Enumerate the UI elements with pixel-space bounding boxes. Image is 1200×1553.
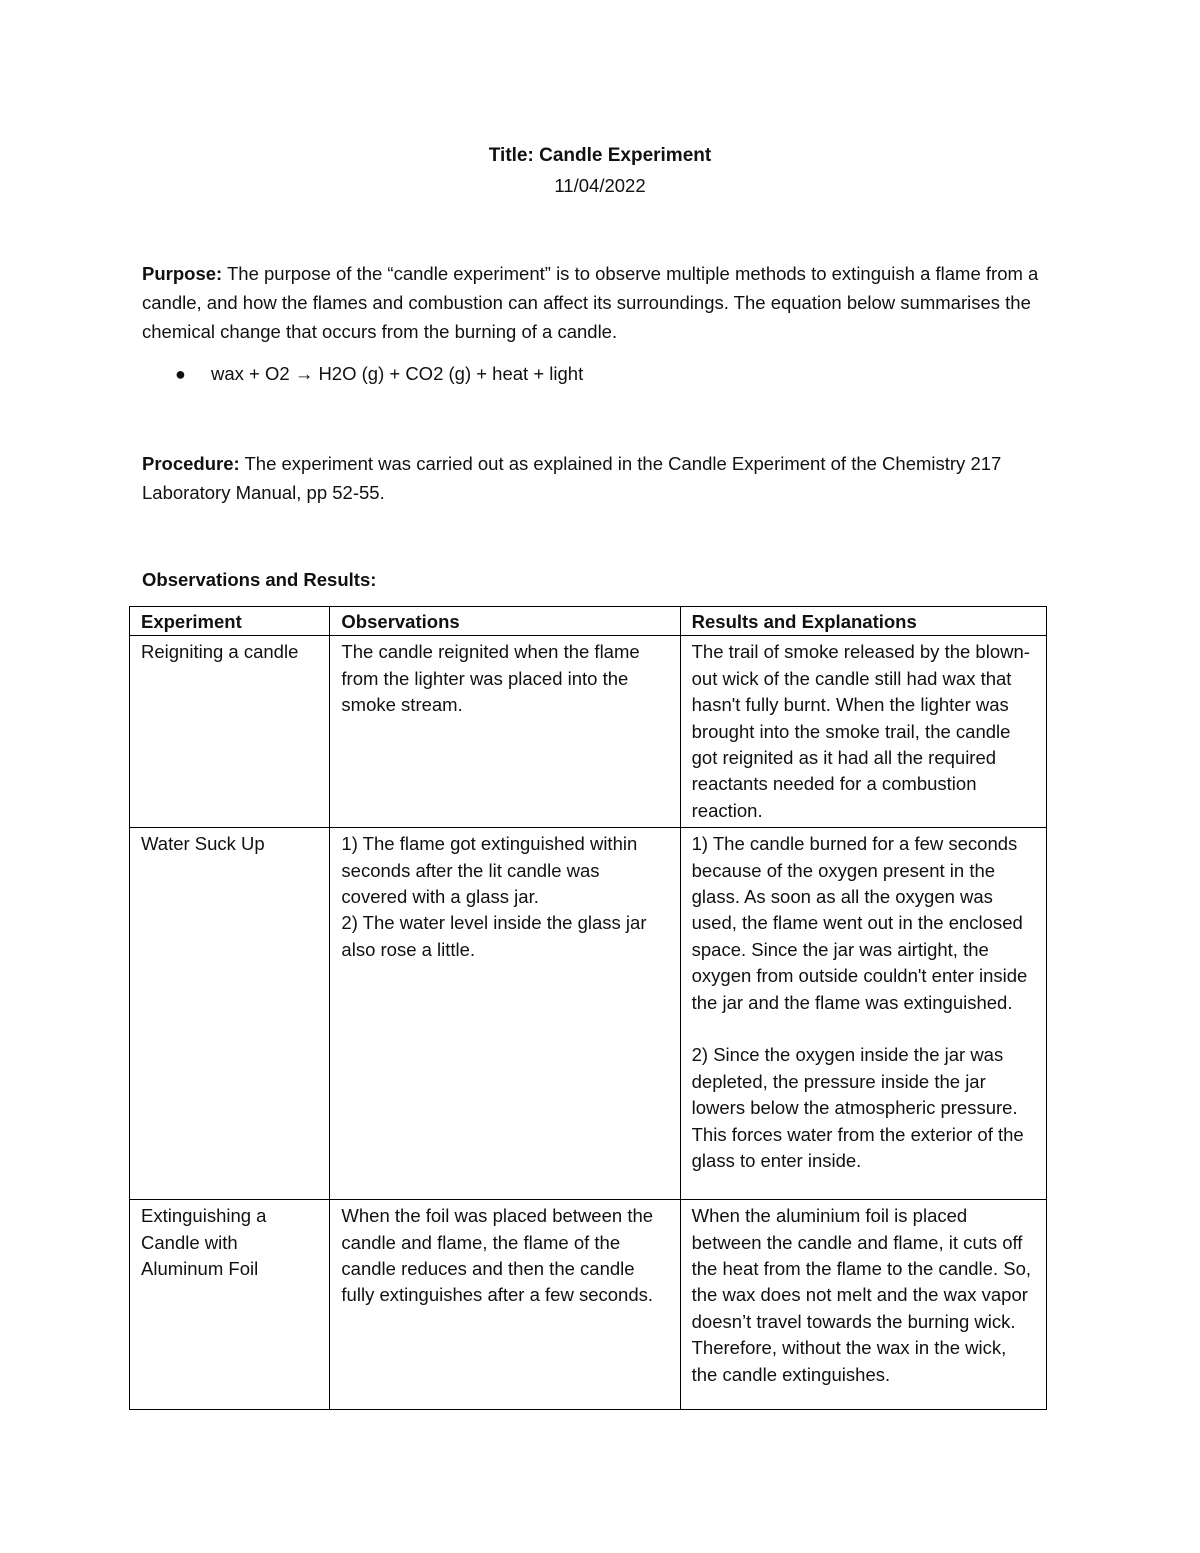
header-observations: Observations <box>330 607 680 636</box>
procedure-label: Procedure: <box>142 453 240 474</box>
experiment-cell: Reigniting a candle <box>130 636 330 828</box>
title-block <box>0 143 1200 199</box>
observation-cell <box>330 828 680 1200</box>
purpose-label: Purpose: <box>142 263 223 284</box>
results-table <box>129 606 1047 1410</box>
header-results: Results and Explanations <box>680 607 1046 636</box>
paragraph-spacer <box>692 1016 1035 1042</box>
purpose-text: The purpose of the “candle experiment” is to observe multiple methods to extinguish a flame from a candle, and how the flames and combustion can affect its surroundings. The equation below summarises the chemical change that occurs from the burning of a candle. <box>142 263 1039 342</box>
document-date: 11/04/2022 <box>554 175 646 196</box>
result-cell <box>680 828 1046 1200</box>
bullet-icon: ● <box>175 364 186 384</box>
procedure-text: The experiment was carried out as explained in the Candle Experiment of the Chemistry 217 Laboratory Manual, pp 52-55. <box>142 453 1002 503</box>
experiment-cell: Extinguishing a Candle with Aluminum Foil <box>130 1200 330 1410</box>
observation-cell: The candle reignited when the flame from the lighter was placed into the smoke stream. <box>330 636 680 828</box>
purpose-paragraph <box>142 259 1062 346</box>
result-item-1: 1) The candle burned for a few seconds because of the oxygen present in the glass. As soon as all the oxygen was used, the flame went out in the enclosed space. Since the jar was airtight, the oxygen from outside couldn't enter inside the jar and the flame was extinguished. <box>691 833 1028 1013</box>
result-item-2: 2) Since the oxygen inside the jar was depleted, the pressure inside the jar lowers below the atmospheric pressure. This forces water from the exterior of the glass to enter inside. <box>691 1044 1024 1172</box>
result-cell: The trail of smoke released by the blown-out wick of the candle still had wax that hasn't fully burnt. When the lighter was brought into the smoke trail, the candle got reignited as it had all the required reactants needed for a combustion reaction. <box>680 636 1046 828</box>
header-experiment: Experiment <box>130 607 330 636</box>
table-header-row <box>130 607 1047 636</box>
observations-heading: Observations and Results: <box>142 569 377 590</box>
observation-cell: When the foil was placed between the candle and flame, the flame of the candle reduces and then the candle fully extinguishes after a few seconds. <box>330 1200 680 1410</box>
table-row <box>130 828 1047 1200</box>
procedure-paragraph <box>142 449 1062 507</box>
table-row <box>130 636 1047 828</box>
equation-bullet <box>175 360 583 388</box>
equation-text: wax + O2 → H2O (g) + CO2 (g) + heat + light <box>211 363 584 384</box>
experiment-cell: Water Suck Up <box>130 828 330 1200</box>
observation-item-1: 1) The flame got extinguished within seconds after the lit candle was covered with a glass jar. <box>341 833 638 908</box>
table-row <box>130 1200 1047 1410</box>
result-cell: When the aluminium foil is placed between the candle and flame, it cuts off the heat from the flame to the candle. So, the wax does not melt and the wax vapor doesn’t travel towards the burning wick. Therefore, without the wax in the wick, the candle extinguishes. <box>680 1200 1046 1410</box>
observation-item-2: 2) The water level inside the glass jar also rose a little. <box>341 912 647 960</box>
document-title: Title: Candle Experiment <box>488 145 712 166</box>
